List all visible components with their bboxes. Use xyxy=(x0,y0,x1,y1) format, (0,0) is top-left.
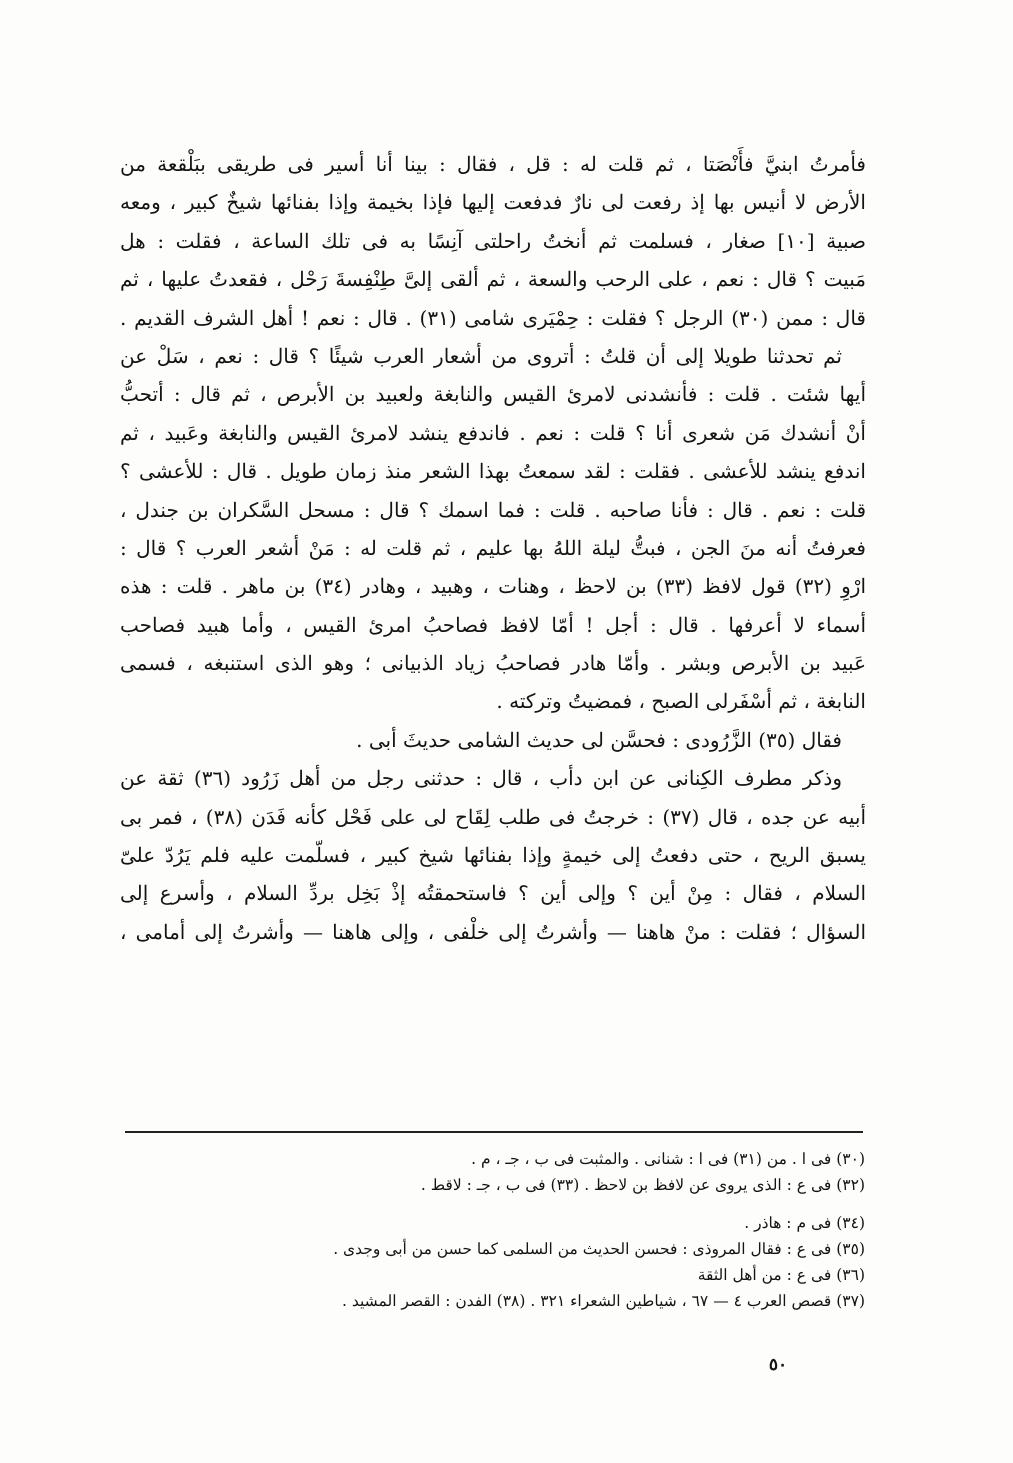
footnote: (٣٦) فى ع : من أهل الثقة xyxy=(697,1266,865,1284)
text-line: أبيه عن جده ، قال (٣٧) : خرجتُ فى طلب لِقَاح لى على فَحْل كأنه فَدَن (٣٨) ، فمر بى xyxy=(120,804,866,829)
footnote: (٣٠) فى ا . من (٣١) فى ا : شنانى . والمثبت فى ب ، جـ ، م . xyxy=(471,1150,865,1168)
text-line: فأمرتُ ابنيَّ فأَنْصَتا ، ثم قلت له : قل ، فقال : بينا أنا أسير فى طريقى ببَلْقعة من xyxy=(120,152,866,176)
footnote: (٣٢) فى ع : الذى يروى عن لافظ بن لاحظ . (٣٣) فى ب ، جـ : لاقط . xyxy=(420,1176,865,1194)
text-line: أسماء لا أعرفها . قال : أجل ! أمّا لافظ فصاحبُ امرئ القيس ، وأما هبيد فصاحب xyxy=(120,612,866,637)
text-line: ثم تحدثنا طويلا إلى أن قلتُ : أتروى من أشعار العرب شيئًا ؟ قال : نعم ، سَلْ عن xyxy=(120,343,842,368)
footnote: (٣٤) فى م : هاذر . xyxy=(744,1214,865,1232)
text-line: الأرض لا أنيس بها إذ رفعت لى نارٌ فدفعت إليها فإذا بخيمة وإذا بفنائها شيخٌ كبير ، ومعه xyxy=(120,190,866,215)
text-line: ارْوِ (٣٢) قول لافظ (٣٣) بن لاحظ ، وهنات ، وهبيد ، وهادر (٣٤) بن ماهر . قلت : هذه xyxy=(120,574,866,599)
text-line: مَبيت ؟ قال : نعم ، على الرحب والسعة ، ثم ألقى إلىَّ طِنْفِسةَ رَحْل ، فقعدتُ عليها ، ثم xyxy=(120,267,866,292)
text-line: أنْ أنشدك مَن شعرى أنا ؟ قلت : نعم . فاندفع ينشد لامرئ القيس والنابغة وعَبيد ، ثم xyxy=(120,420,866,445)
text-line: يسبق الريح ، حتى دفعتُ إلى خيمةٍ وإذا بفنائها شيخ كبير ، فسلّمت عليه فلم يَرُدّ علىّ xyxy=(120,843,866,868)
text-line: وذكر مطرف الكِنانى عن ابن دأب ، قال : حدثنى رجل من أهل زَرُود (٣٦) ثقة عن xyxy=(120,766,842,791)
text-line: السؤال ؛ فقلت : منْ هاهنا — وأشرتُ إلى خلْفى ، وإلى هاهنا — وأشرتُ إلى أمامى ، xyxy=(120,919,866,944)
body-text xyxy=(120,145,866,951)
footnote: (٣٧) قصص العرب ٤ — ٦٧ ، شياطين الشعراء ٣٢١ . (٣٨) الفدن : القصر المشيد . xyxy=(342,1292,865,1310)
footnotes xyxy=(165,1146,865,1314)
text-line: اندفع ينشد للأعشى . فقلت : لقد سمعتُ بهذا الشعر منذ زمان طويل . قال : للأعشى ؟ xyxy=(120,459,866,484)
text-line: عَبيد بن الأبرص وبشر . وأمّا هادر فصاحبُ زياد الذبيانى ؛ وهو الذى استنبغه ، فسمى xyxy=(120,651,866,676)
text-line: قلت : نعم . قال : فأنا صاحبه . قلت : فما اسمك ؟ قال : مسحل السَّكران بن جندل ، xyxy=(120,497,866,522)
text-line: صبية [١٠] صغار ، فسلمت ثم أنختُ راحلتى آنِسًا به فى تلك الساعة ، فقلت : هل xyxy=(120,228,866,253)
footnote: (٣٥) فى ع : فقال المروذى : فحسن الحديث من السلمى كما حسن من أبى وجدى . xyxy=(333,1240,865,1258)
text-line: السلام ، فقال : مِنْ أين ؟ وإلى أين ؟ فاستحمقتُه إذْ بَخِل بردِّ السلام ، وأسرع إلى xyxy=(120,881,866,906)
text-line: فعرفتُ أنه منَ الجن ، فبتُّ ليلة اللهُ بها عليم ، ثم قلت له : مَنْ أشعر العرب ؟ قال : xyxy=(120,535,866,560)
text-line: قال : ممن (٣٠) الرجل ؟ فقلت : حِمْيَرى شامى (٣١) . قال : نعم ! أهل الشرف القديم . xyxy=(120,305,866,330)
page-number: ٥٠ xyxy=(768,1355,788,1375)
footnote-divider xyxy=(125,1131,863,1133)
text-line: أيها شئت . قلت : فأنشدنى لامرئ القيس والنابغة ولعبيد بن الأبرص ، ثم قال : أتحبُّ xyxy=(120,382,866,407)
text-line: فقال (٣٥) الزَّرُودى : فحسَّن لى حديث الشامى حديثَ أبى . xyxy=(356,727,842,752)
text-line: النابغة ، ثم أسْفَرلى الصبح ، فمضيتُ وتركته . xyxy=(496,689,866,714)
